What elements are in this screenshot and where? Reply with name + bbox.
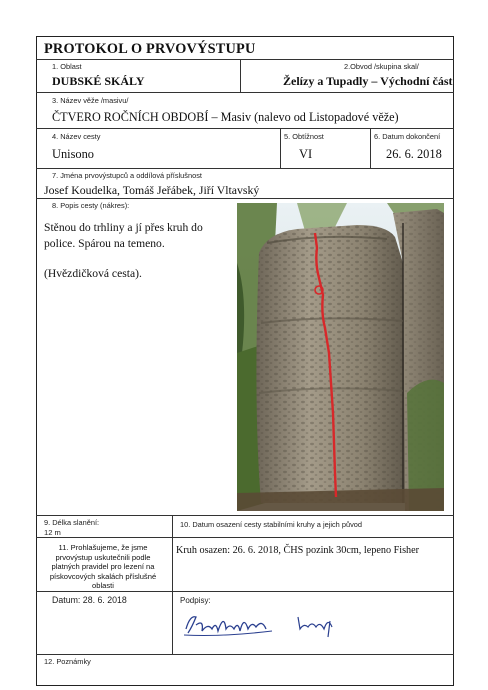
rappel-value: 12 m — [44, 528, 61, 537]
divider — [370, 129, 371, 169]
tower-label: 3. Název věže /masivu/ — [52, 96, 129, 105]
tower-value: ČTVERO ROČNÍCH OBDOBÍ – Masiv (nalevo od Listopadové věže) — [52, 110, 399, 124]
climbers-value: Josef Koudelka, Tomáš Jeřábek, Jiří Vltavský — [44, 183, 260, 197]
description-note: (Hvězdičková cesta). — [44, 267, 142, 281]
description-label: 8. Popis cesty (nákres): — [52, 201, 130, 210]
signature-image — [182, 607, 342, 643]
notes-label: 12. Poznámky — [44, 657, 91, 666]
route-description — [44, 220, 234, 297]
route-photo — [237, 203, 444, 511]
climbers-label: 7. Jména prvovýstupců a oddílová příslušnost — [52, 171, 202, 180]
declaration-text: 11. Prohlašujeme, že jsme prvovýstup uskutečnili podle platných pravidel pro lezení na pískovcových skalách příslušné oblasti — [49, 543, 157, 591]
date-completed-label: 6. Datum dokončení — [374, 132, 441, 141]
divider — [240, 60, 241, 93]
bolts-label: 10. Datum osazení cesty stabilními kruhy a jejich původ — [180, 520, 362, 529]
rock-photo-illustration — [237, 203, 444, 511]
area-value: DUBSKÉ SKÁLY — [52, 74, 145, 88]
area-label: 1. Oblast — [52, 62, 82, 71]
form-title: PROTOKOL O PRVOVÝSTUPU — [44, 41, 256, 57]
bolts-value: Kruh osazen: 26. 6. 2018, ČHS pozink 30cm, lepeno Fisher — [176, 545, 420, 556]
divider — [172, 516, 173, 538]
date-completed-value: 26. 6. 2018 — [386, 147, 442, 161]
district-label: 2.Obvod /skupina skal/ — [344, 62, 419, 71]
district-value: Želízy a Tupadly – Východní část — [283, 74, 453, 88]
route-value: Unisono — [52, 147, 94, 161]
signed-date: Datum: 28. 6. 2018 — [52, 595, 127, 605]
route-label: 4. Název cesty — [52, 132, 101, 141]
signatures-label: Podpisy: — [180, 596, 211, 605]
grade-value: VI — [299, 147, 313, 161]
divider — [280, 129, 281, 169]
description-text: Stěnou do trhliny a jí přes kruh do police. Spárou na temeno. — [44, 221, 203, 250]
grade-label: 5. Obtížnost — [284, 132, 324, 141]
rappel-label: 9. Délka slanění: — [44, 518, 100, 527]
